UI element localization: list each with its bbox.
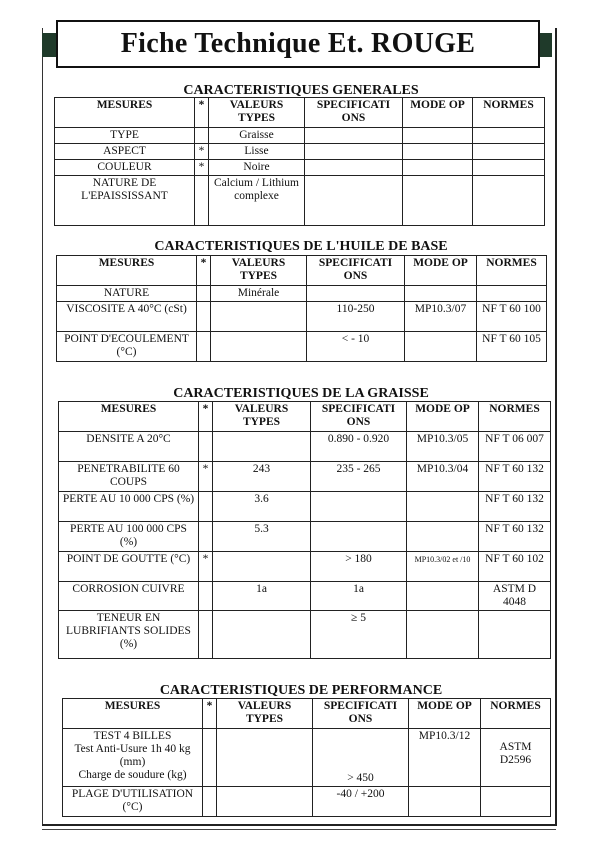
cell-mode [403,144,473,160]
table-row [59,492,551,522]
cell-norme [477,286,547,302]
table-row [59,432,551,462]
header-specs: SPECIFICATI ONS [305,98,403,128]
cell-mesure: TENEUR EN LUBRIFIANTS SOLIDES (%) [59,611,199,659]
cell-star [199,611,213,659]
header-star: * [203,699,217,729]
cell-mode [403,128,473,144]
cell-valeur [211,302,307,332]
cell-norme: ASTM D 4048 [479,582,551,611]
table-header [59,402,551,432]
page-bottom-rule [42,824,556,826]
cell-spec: 110-250 [307,302,405,332]
table-row [55,160,545,176]
cell-star [199,582,213,611]
cell-mesure: DENSITE A 20°C [59,432,199,462]
cell-mode [407,611,479,659]
cell-norme: NF T 06 007 [479,432,551,462]
header-mode: MODE OP [403,98,473,128]
header-valeurs: VALEURS TYPES [217,699,313,729]
table-header [57,256,547,286]
cell-star: * [199,552,213,582]
cell-mesure: PERTE AU 100 000 CPS (%) [59,522,199,552]
cell-mode [405,286,477,302]
cell-star [199,492,213,522]
cell-mode: MP10.3/02 et /10 [407,552,479,582]
header-mode: MODE OP [409,699,481,729]
header-star: * [197,256,211,286]
cell-spec [305,176,403,226]
header-mode: MODE OP [407,402,479,432]
cell-star [195,176,209,226]
page-bottom-rule-thin [42,829,556,830]
cell-valeur: Minérale [211,286,307,302]
table-row [59,582,551,611]
cell-star: * [195,144,209,160]
cell-mesure: POINT DE GOUTTE (°C) [59,552,199,582]
cell-mode: MP10.3/12 [409,729,481,787]
table-huile [56,255,547,362]
cell-spec: ≥ 5 [311,611,407,659]
cell-norme: NF T 60 105 [477,332,547,362]
table-header [63,699,551,729]
header-specs: SPECIFICATI ONS [311,402,407,432]
cell-norme [479,611,551,659]
cell-spec [307,286,405,302]
cell-mode: MP10.3/04 [407,462,479,492]
cell-mesure: PENETRABILITE 60 COUPS [59,462,199,492]
cell-star [197,302,211,332]
header-star: * [195,98,209,128]
cell-mode [405,332,477,362]
table-row [57,332,547,362]
table-row [63,729,551,787]
cell-norme: NF T 60 132 [479,492,551,522]
cell-valeur: 243 [213,462,311,492]
cell-mesure: CORROSION CUIVRE [59,582,199,611]
cell-spec [305,144,403,160]
cell-norme [473,128,545,144]
cell-mode [407,492,479,522]
cell-mesure-line: Test Anti-Usure 1h 40 kg (mm) [74,743,191,768]
header-normes: NORMES [477,256,547,286]
cell-valeur: 1a [213,582,311,611]
cell-star [203,787,217,817]
cell-valeur: 5.3 [213,522,311,552]
table-row [57,286,547,302]
header-star: * [199,402,213,432]
table-row [55,128,545,144]
cell-star [195,128,209,144]
cell-star: * [195,160,209,176]
cell-mode [409,787,481,817]
table-graisse [58,401,551,659]
cell-mode: MP10.3/07 [405,302,477,332]
cell-valeur [211,332,307,362]
cell-mesure-line: Charge de soudure (kg) [78,769,187,781]
cell-spec: 1a [311,582,407,611]
document-title: Fiche Technique Et. ROUGE [56,20,540,68]
header-mode: MODE OP [405,256,477,286]
cell-norme [473,176,545,226]
cell-star [197,332,211,362]
cell-star [203,729,217,787]
cell-star [197,286,211,302]
cell-mesure-line: TEST 4 BILLES [93,730,172,742]
header-normes: NORMES [481,699,551,729]
cell-valeur: Graisse [209,128,305,144]
section-title-graisse: CARACTERISTIQUES DE LA GRAISSE [173,386,429,401]
cell-spec [311,492,407,522]
table-row [59,522,551,552]
cell-valeur: Lisse [209,144,305,160]
cell-norme: NF T 60 102 [479,552,551,582]
cell-mesure: NATURE DE L'EPAISSISSANT [55,176,195,226]
table-row [55,176,545,226]
cell-valeur [213,611,311,659]
header-mesures: MESURES [59,402,199,432]
table-row [55,144,545,160]
cell-norme: NF T 60 132 [479,522,551,552]
section-title-performance: CARACTERISTIQUES DE PERFORMANCE [159,683,443,698]
cell-star [199,522,213,552]
cell-spec: > 180 [311,552,407,582]
cell-mode [403,160,473,176]
cell-norme: ASTM D2596 [481,729,551,787]
cell-valeur [217,729,313,787]
cell-mesure [63,729,203,787]
cell-mesure: ASPECT [55,144,195,160]
cell-mode [407,582,479,611]
cell-mesure: VISCOSITE A 40°C (cSt) [57,302,197,332]
cell-valeur [213,432,311,462]
cell-mesure: COULEUR [55,160,195,176]
header-normes: NORMES [473,98,545,128]
header-specs: SPECIFICATI ONS [307,256,405,286]
cell-norme: NF T 60 132 [479,462,551,492]
table-header [55,98,545,128]
cell-spec: -40 / +200 [313,787,409,817]
cell-norme [481,787,551,817]
cell-valeur: 3.6 [213,492,311,522]
table-row [57,302,547,332]
cell-valeur [213,552,311,582]
cell-star: * [199,462,213,492]
section-title-huile: CARACTERISTIQUES DE L'HUILE DE BASE [154,239,448,254]
cell-norme [473,160,545,176]
header-mesures: MESURES [63,699,203,729]
header-valeurs: VALEURS TYPES [209,98,305,128]
cell-norme: NF T 60 100 [477,302,547,332]
cell-spec [305,160,403,176]
table-row [63,787,551,817]
table-row [59,462,551,492]
cell-valeur: Noire [209,160,305,176]
header-specs: SPECIFICATI ONS [313,699,409,729]
header-valeurs: VALEURS TYPES [213,402,311,432]
cell-spec [305,128,403,144]
header-mesures: MESURES [55,98,195,128]
cell-spec: 235 - 265 [311,462,407,492]
table-row [59,611,551,659]
cell-valeur [217,787,313,817]
cell-star [199,432,213,462]
header-mesures: MESURES [57,256,197,286]
cell-spec [311,522,407,552]
cell-spec: < - 10 [307,332,405,362]
cell-mesure: PLAGE D'UTILISATION (°C) [63,787,203,817]
cell-mesure: NATURE [57,286,197,302]
cell-mode [403,176,473,226]
table-row [59,552,551,582]
cell-mesure: PERTE AU 10 000 CPS (%) [59,492,199,522]
header-normes: NORMES [479,402,551,432]
section-title-generales: CARACTERISTIQUES GENERALES [183,83,419,98]
cell-mode [407,522,479,552]
cell-valeur: Calcium / Lithium complexe [209,176,305,226]
cell-spec: > 450 [313,729,409,787]
table-performance [62,698,551,817]
cell-mode: MP10.3/05 [407,432,479,462]
cell-mesure: TYPE [55,128,195,144]
cell-spec: 0.890 - 0.920 [311,432,407,462]
table-generales [54,97,545,226]
cell-norme [473,144,545,160]
header-valeurs: VALEURS TYPES [211,256,307,286]
cell-mesure: POINT D'ECOULEMENT (°C) [57,332,197,362]
